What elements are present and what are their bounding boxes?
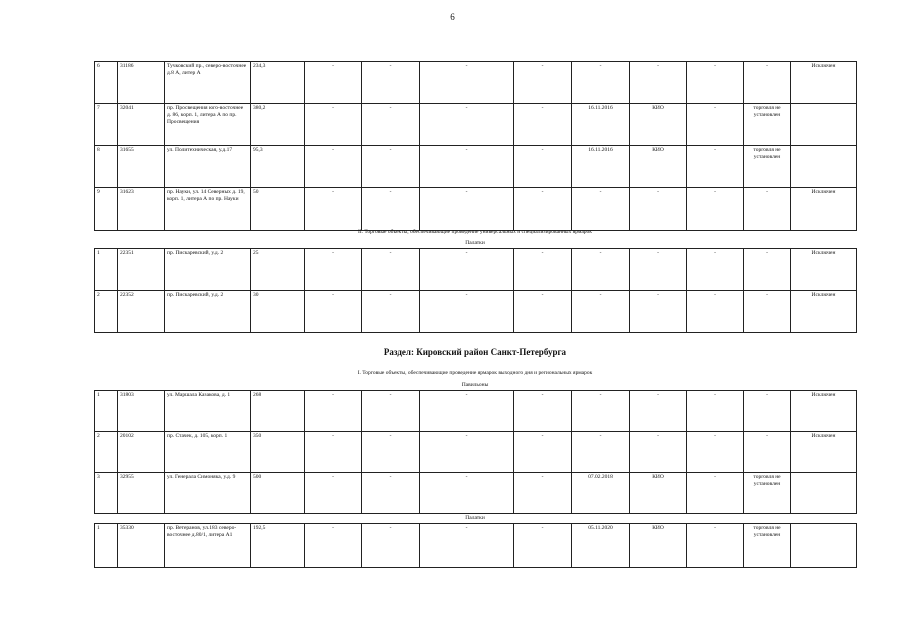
authority: -	[630, 391, 687, 432]
status: Исключен	[791, 188, 857, 231]
cell-col-6: -	[362, 473, 420, 514]
object-address: пр. Стачек, д. 105, корп. 1	[165, 432, 251, 473]
table-row	[95, 432, 857, 473]
status	[791, 146, 857, 188]
cell-col-5: -	[305, 188, 362, 231]
object-area: 192,5	[251, 524, 305, 568]
cell-col-7: -	[420, 291, 514, 333]
cell-col-6: -	[362, 249, 420, 291]
cell-col-8: -	[514, 146, 572, 188]
cell-col-11: -	[687, 391, 744, 432]
object-id: 31623	[118, 188, 165, 231]
cell-col-6: -	[362, 62, 420, 104]
object-id: 32041	[118, 104, 165, 146]
objects-table-4	[94, 523, 857, 568]
object-address: Тучковский пр., северо-восточнее д.8 А, литер А	[165, 62, 251, 104]
cell-col-7: -	[420, 391, 514, 432]
row-number: 2	[95, 291, 118, 333]
status: Исключен	[791, 432, 857, 473]
cell-col-5: -	[305, 391, 362, 432]
cell-col-11: -	[687, 62, 744, 104]
row-number: 3	[95, 473, 118, 514]
specialization: торговля не установлен	[744, 524, 791, 568]
authority: -	[630, 291, 687, 333]
cell-col-8: -	[514, 62, 572, 104]
object-area: 350	[251, 432, 305, 473]
cell-col-7: -	[420, 524, 514, 568]
specialization: -	[744, 249, 791, 291]
cell-col-6: -	[362, 291, 420, 333]
decision-date: -	[572, 62, 630, 104]
cell-col-8: -	[514, 291, 572, 333]
object-id: 35330	[118, 524, 165, 568]
row-number: 7	[95, 104, 118, 146]
table-row	[95, 146, 857, 188]
object-area: 500	[251, 473, 305, 514]
cell-col-7: -	[420, 146, 514, 188]
object-area: 95,3	[251, 146, 305, 188]
table-row	[95, 104, 857, 146]
object-id: 31655	[118, 146, 165, 188]
table-row	[95, 391, 857, 432]
table-row	[95, 473, 857, 514]
object-address: ул. Политехническая, у.д.17	[165, 146, 251, 188]
decision-date: -	[572, 291, 630, 333]
cell-col-11: -	[687, 291, 744, 333]
specialization: торговля не установлен	[744, 104, 791, 146]
object-area: 234,3	[251, 62, 305, 104]
decision-date: -	[572, 432, 630, 473]
cell-col-5: -	[305, 432, 362, 473]
authority: КИО	[630, 524, 687, 568]
decision-date: -	[572, 188, 630, 231]
cell-col-6: -	[362, 188, 420, 231]
cell-col-6: -	[362, 391, 420, 432]
cell-col-8: -	[514, 432, 572, 473]
row-number: 1	[95, 249, 118, 291]
cell-col-6: -	[362, 432, 420, 473]
cell-col-8: -	[514, 391, 572, 432]
object-address: пр. Пискаревский, у.д. 2	[165, 249, 251, 291]
cell-col-11: -	[687, 188, 744, 231]
decision-date: 16.11.2016	[572, 146, 630, 188]
cell-col-7: -	[420, 62, 514, 104]
authority: -	[630, 249, 687, 291]
cell-col-11: -	[687, 524, 744, 568]
row-number: 9	[95, 188, 118, 231]
status: Исключен	[791, 249, 857, 291]
object-address: пр. Пискаревский, у.д. 2	[165, 291, 251, 333]
decision-date: -	[572, 249, 630, 291]
cell-col-7: -	[420, 473, 514, 514]
cell-col-8: -	[514, 249, 572, 291]
specialization: -	[744, 291, 791, 333]
cell-col-8: -	[514, 104, 572, 146]
table-row	[95, 291, 857, 333]
status: Исключен	[791, 62, 857, 104]
status	[791, 104, 857, 146]
table-row	[95, 62, 857, 104]
object-address: пр. Ветеранов, ул.183 северо-восточнее д.80/1, литера А1	[165, 524, 251, 568]
decision-date: -	[572, 391, 630, 432]
specialization: -	[744, 62, 791, 104]
decision-date: 05.11.2020	[572, 524, 630, 568]
cell-col-5: -	[305, 146, 362, 188]
cell-col-11: -	[687, 146, 744, 188]
row-number: 1	[95, 524, 118, 568]
cell-col-5: -	[305, 524, 362, 568]
object-area: 50	[251, 188, 305, 231]
object-area: 25	[251, 249, 305, 291]
cell-col-5: -	[305, 104, 362, 146]
object-id: 22351	[118, 249, 165, 291]
specialization: -	[744, 432, 791, 473]
page-number: 6	[450, 12, 455, 22]
cell-col-5: -	[305, 62, 362, 104]
status	[791, 524, 857, 568]
cell-col-6: -	[362, 104, 420, 146]
row-number: 6	[95, 62, 118, 104]
cell-col-5: -	[305, 473, 362, 514]
object-area: 380,2	[251, 104, 305, 146]
authority: КИО	[630, 146, 687, 188]
caption-group3-sub: Павильоны	[461, 382, 489, 388]
caption-group3: I. Торговые объекты, обеспечивающие проведение ярмарок выходного дня и региональных ярмарок	[357, 370, 593, 376]
cell-col-8: -	[514, 188, 572, 231]
cell-col-6: -	[362, 146, 420, 188]
cell-col-7: -	[420, 249, 514, 291]
cell-col-8: -	[514, 524, 572, 568]
objects-table-1	[94, 61, 857, 231]
status	[791, 473, 857, 514]
caption-group4: Палатки	[465, 515, 485, 521]
row-number: 8	[95, 146, 118, 188]
cell-col-7: -	[420, 104, 514, 146]
cell-col-7: -	[420, 432, 514, 473]
object-area: 30	[251, 291, 305, 333]
cell-col-5: -	[305, 291, 362, 333]
specialization: торговля не установлен	[744, 473, 791, 514]
object-id: 20102	[118, 432, 165, 473]
row-number: 1	[95, 391, 118, 432]
cell-col-6: -	[362, 524, 420, 568]
authority: КИО	[630, 473, 687, 514]
cell-col-11: -	[687, 249, 744, 291]
cell-col-11: -	[687, 473, 744, 514]
table-row	[95, 524, 857, 568]
object-address: пр. Науки, ул. 14 Северных д. 19, корп. 1, литера А по пр. Науки	[165, 188, 251, 231]
cell-col-5: -	[305, 249, 362, 291]
decision-date: 16.11.2016	[572, 104, 630, 146]
table-row	[95, 249, 857, 291]
caption-group2-sub: Палатки	[465, 240, 485, 246]
object-area: 268	[251, 391, 305, 432]
specialization: -	[744, 391, 791, 432]
object-address: ул. Генерала Симоняка, у.д. 9	[165, 473, 251, 514]
authority: -	[630, 432, 687, 473]
status: Исключен	[791, 391, 857, 432]
object-id: 31803	[118, 391, 165, 432]
row-number: 2	[95, 432, 118, 473]
objects-table-2	[94, 248, 857, 333]
object-id: 22352	[118, 291, 165, 333]
caption-group2: II. Торговые объекты, обеспечивающие проведение универсальных и специализированных ярмарок	[358, 229, 592, 235]
object-id: 31186	[118, 62, 165, 104]
authority: -	[630, 62, 687, 104]
object-address: пр. Просвещения юго-восточнее д. 86, корп. 1, литера А по пр. Просвещения	[165, 104, 251, 146]
cell-col-11: -	[687, 104, 744, 146]
authority: КИО	[630, 104, 687, 146]
object-address: ул. Маршала Казакова, д. 1	[165, 391, 251, 432]
status: Исключен	[791, 291, 857, 333]
cell-col-11: -	[687, 432, 744, 473]
table-row	[95, 188, 857, 231]
specialization: -	[744, 188, 791, 231]
cell-col-7: -	[420, 188, 514, 231]
authority: -	[630, 188, 687, 231]
decision-date: 07.02.2018	[572, 473, 630, 514]
cell-col-8: -	[514, 473, 572, 514]
object-id: 32955	[118, 473, 165, 514]
objects-table-3	[94, 390, 857, 514]
specialization: торговля не установлен	[744, 146, 791, 188]
section-title: Раздел: Кировский район Санкт-Петербурга	[383, 347, 567, 357]
